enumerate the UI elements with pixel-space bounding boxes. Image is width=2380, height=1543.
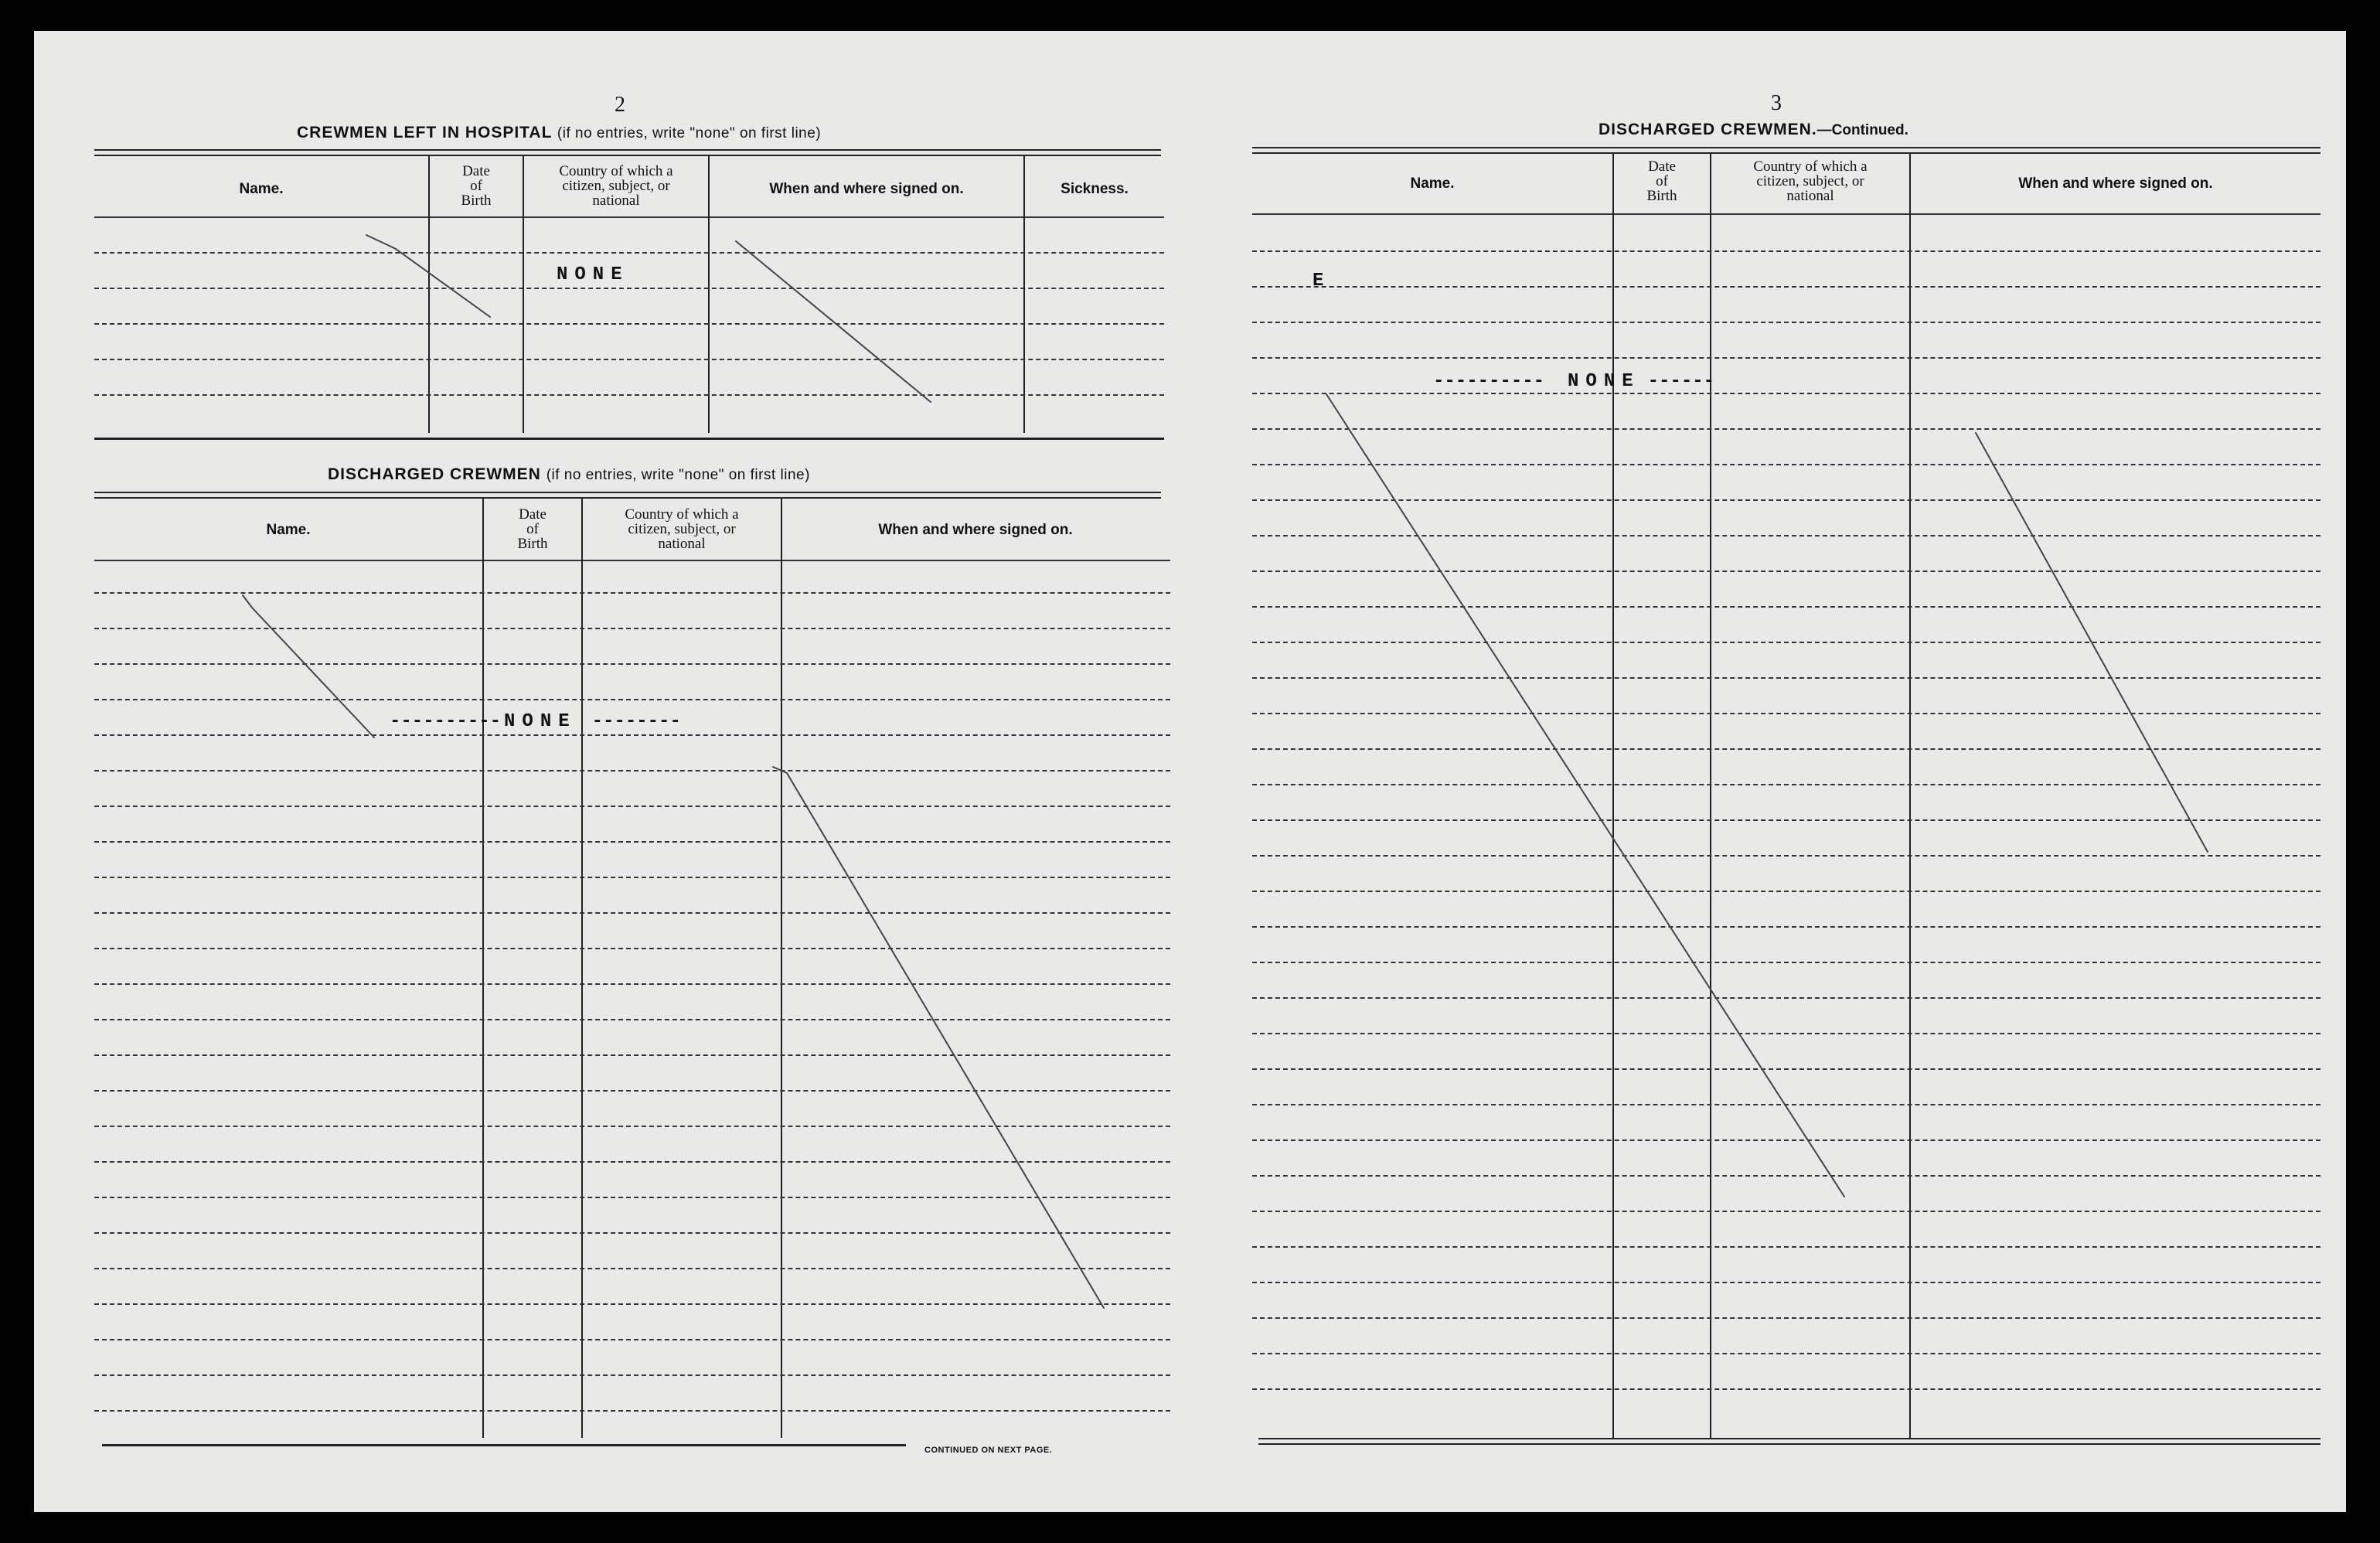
right-dob-line1: Date [1648,158,1676,175]
hospital-entry-none: NONE [557,264,629,285]
right-col-name: Name. [1410,175,1455,192]
stray-typed-mark: E [1313,271,1324,291]
discharged-name-strike [243,595,374,737]
discharged-col-signed-on: When and where signed on. [878,522,1073,538]
right-signed-strike [1976,433,2208,852]
right-dob-line3: Birth [1646,188,1677,204]
discharged-country-line2: citizen, subject, or [628,521,736,537]
right-title-suffix: —Continued. [1816,122,1908,138]
right-country-line1: Country of which a [1753,158,1868,175]
discharged-country-line1: Country of which a [625,506,739,523]
right-country-line3: national [1786,188,1834,204]
hospital-col-sickness: Sickness. [1061,181,1129,197]
right-title-text: DISCHARGED CREWMEN. [1599,121,1817,138]
pen-strokes [34,31,2346,1512]
continued-note: CONTINUED ON NEXT PAGE. [924,1446,1053,1455]
discharged-dob-line3: Birth [517,536,548,552]
hospital-name-strike [366,235,490,317]
discharged-instruction: (if no entries, write "none" on first line) [546,467,810,483]
hospital-country-line3: national [592,192,640,209]
right-name-strike [1326,394,1844,1197]
hospital-dob-line1: Date [462,163,490,179]
right-dob-line2: of [1656,173,1668,189]
discharged-dob-line1: Date [519,506,546,523]
page-number-right: 3 [1771,91,1782,115]
hospital-dob-line3: Birth [461,192,492,209]
discharged-entry-none: NONE [504,711,577,732]
hospital-country-line1: Country of which a [559,163,673,179]
hospital-dob-line2: of [470,178,482,194]
right-entry-dashes-left: ---------- [1433,371,1545,392]
hospital-signed-strike [736,241,931,402]
entry-dashes-left: ---------- [390,711,502,732]
right-entry-none: NONE [1568,371,1640,392]
hospital-instruction: (if no entries, write "none" on first line) [557,125,822,141]
hospital-col-signed-on: When and where signed on. [769,181,964,197]
entry-dashes-right: -------- [591,711,681,732]
right-country-line2: citizen, subject, or [1756,173,1864,189]
hospital-title-text: CREWMEN LEFT IN HOSPITAL [297,124,553,141]
discharged-country-line3: national [658,536,706,552]
page-number-left: 2 [615,93,625,117]
discharged-signed-strike [773,767,1104,1308]
hospital-col-name: Name. [239,181,284,197]
right-entry-dashes-right: ------ [1647,371,1715,392]
hospital-country-line2: citizen, subject, or [562,178,670,194]
discharged-dob-line2: of [526,521,539,537]
discharged-title-text: DISCHARGED CREWMEN [328,465,541,483]
right-col-signed-on: When and where signed on. [2018,175,2213,192]
document-sheet [34,31,2346,1512]
discharged-col-name: Name. [266,522,311,538]
